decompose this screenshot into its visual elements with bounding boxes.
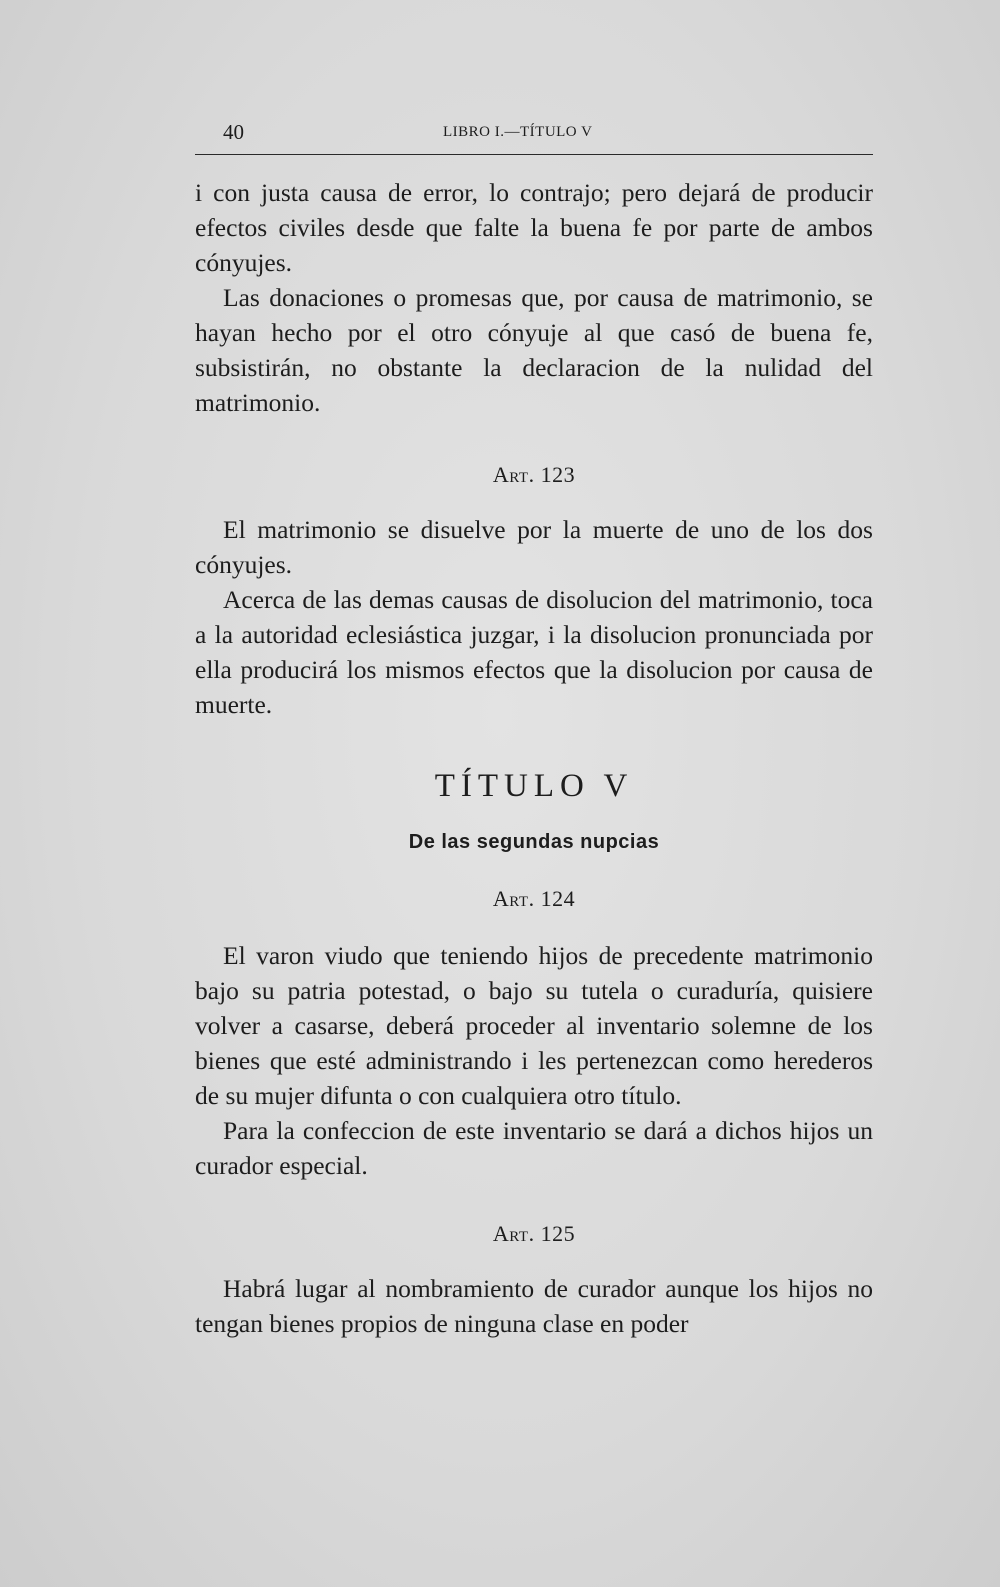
paragraph: Para la confeccion de este inventario se dará a dichos hijos un curador especial. (195, 1116, 873, 1180)
article-heading: Art. 125 (492, 1221, 576, 1246)
paragraph: El varon viudo que teniendo hijos de precedente matrimonio bajo su patria potestad, o bajo su tutela o curaduría, quisiere volver a casarse, deberá proceder al inventario solemne de los bienes que esté administrando i les pertenezcan como herederos de su mujer difunta o con cualquiera otro título. (195, 941, 873, 1110)
paragraph: Las donaciones o promesas que, por causa de matrimonio, se hayan hecho por el otro cónyuje al que casó de buena fe, subsistirán, no obstante la declaracion de la nulidad del matrimonio. (195, 283, 873, 417)
page-body (195, 175, 873, 1341)
title-heading: TÍTULO V (434, 768, 634, 804)
running-head: LIBRO I.—TÍTULO V (443, 124, 593, 140)
article-heading: Art. 124 (492, 886, 576, 911)
page-header (195, 116, 873, 155)
paragraph: Habrá lugar al nombramiento de curador aunque los hijos no tengan bienes propios de ninguna clase en poder (195, 1274, 873, 1338)
subtitle-heading: De las segundas nupcias (408, 831, 660, 853)
page-number: 40 (223, 120, 244, 144)
paragraph: El matrimonio se disuelve por la muerte de uno de los dos cónyujes. (195, 515, 873, 579)
paragraph: i con justa causa de error, lo contrajo; pero dejará de producir efectos civiles desde que falte la buena fe por parte de ambos cónyujes. (195, 178, 873, 277)
article-heading: Art. 123 (492, 462, 576, 487)
paragraph: Acerca de las demas causas de disolucion del matrimonio, toca a la autoridad eclesiástica juzgar, i la disolucion pronunciada por ella producirá los mismos efectos que la disolucion por causa de muerte. (195, 585, 873, 719)
